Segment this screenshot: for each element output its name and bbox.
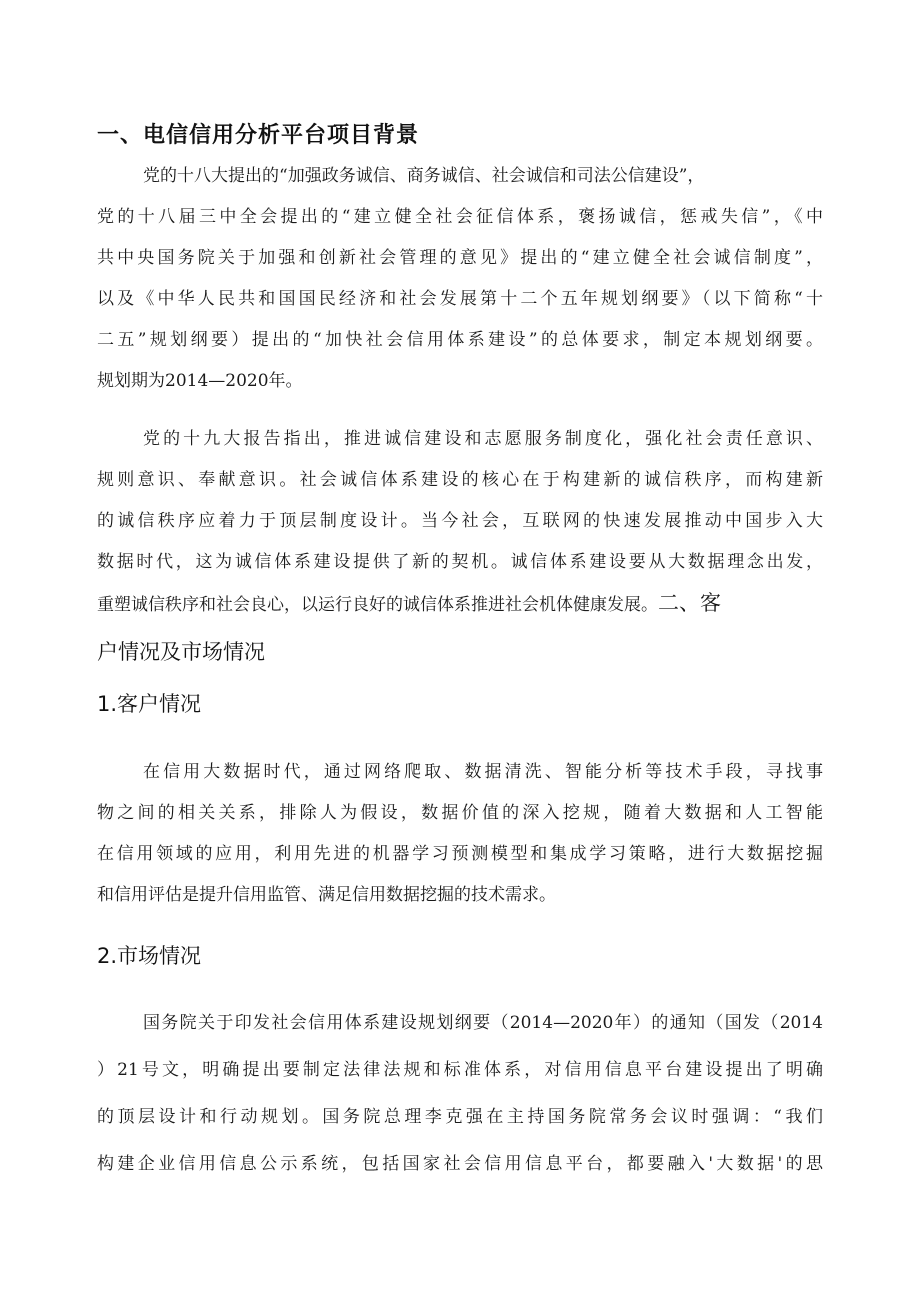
paragraph-line: 规则意识、奉献意识。社会诚信体系建设的核心在于构建新的诚信秩序，而构建新 [97,470,823,490]
section-2-title-end: 户情况及市场情况 [97,640,265,664]
paragraph-line: 数据时代，这为诚信体系建设提供了新的契机。诚信体系建设要从大数据理念出发， [97,552,823,572]
paragraph-line: ）21号文，明确提出要制定法律法规和标准体系，对信用信息平台建设提出了明确 [97,1060,823,1080]
paragraph-line: 构建企业信用信息公示系统，包括国家社会信用信息平台，都要融入'大数据'的思 [97,1154,823,1174]
paragraph-line: 和信用评估是提升信用监管、满足信用数据挖掘的技术需求。 [97,885,556,905]
paragraph-line: 物之间的相关关系，排除人为假设，数据价值的深入挖规，随着大数据和人工智能 [97,803,823,823]
paragraph-line: 国务院关于印发社会信用体系建设规划纲要（2014—2020年）的通知（国发（2014 [143,1013,823,1033]
paragraph-line: 共中央国务院关于加强和创新社会管理的意见》提出的“建立健全社会诚信制度”， [97,248,823,268]
section-2-title-start: 二、客 [658,591,721,615]
paragraph-line: 在信用领域的应用，利用先进的机器学习预测模型和集成学习策略，进行大数据挖掘 [97,844,823,864]
paragraph-line: 党的十八大提出的“加强政务诚信、商务诚信、社会诚信和司法公信建设”， [143,166,705,186]
paragraph-line: 的顶层设计和行动规划。国务院总理李克强在主持国务院常务会议时强调：“我们 [97,1107,823,1127]
paragraph-line: 党的十八届三中全会提出的“建立健全社会征信体系，褒扬诚信，惩戒失信”，《中 [97,207,823,227]
paragraph-line: 规划期为2014—2020年。 [97,371,303,391]
paragraph-line: 重塑诚信秩序和社会良心，以运行良好的诚信体系推进社会机体健康发展。 [97,595,658,615]
subsection-1-title: 1.客户情况 [97,692,202,716]
paragraph-line-with-heading [97,591,823,615]
subsection-2-title: 2.市场情况 [97,944,202,968]
paragraph-line: 以及《中华人民共和国国民经济和社会发展第十二个五年规划纲要》（以下简称“十 [97,289,823,309]
section-1-title: 一、电信信用分析平台项目背景 [97,123,420,148]
paragraph-line: 二五”规划纲要）提出的“加快社会信用体系建设”的总体要求，制定本规划纲要。 [97,330,823,350]
paragraph-line: 党的十九大报告指出，推进诚信建设和志愿服务制度化，强化社会责任意识、 [143,429,823,449]
paragraph-line: 的诚信秩序应着力于顶层制度设计。当今社会，互联网的快速发展推动中国步入大 [97,511,823,531]
paragraph-line: 在信用大数据时代，通过网络爬取、数据清洗、智能分析等技术手段，寻找事 [143,762,823,782]
